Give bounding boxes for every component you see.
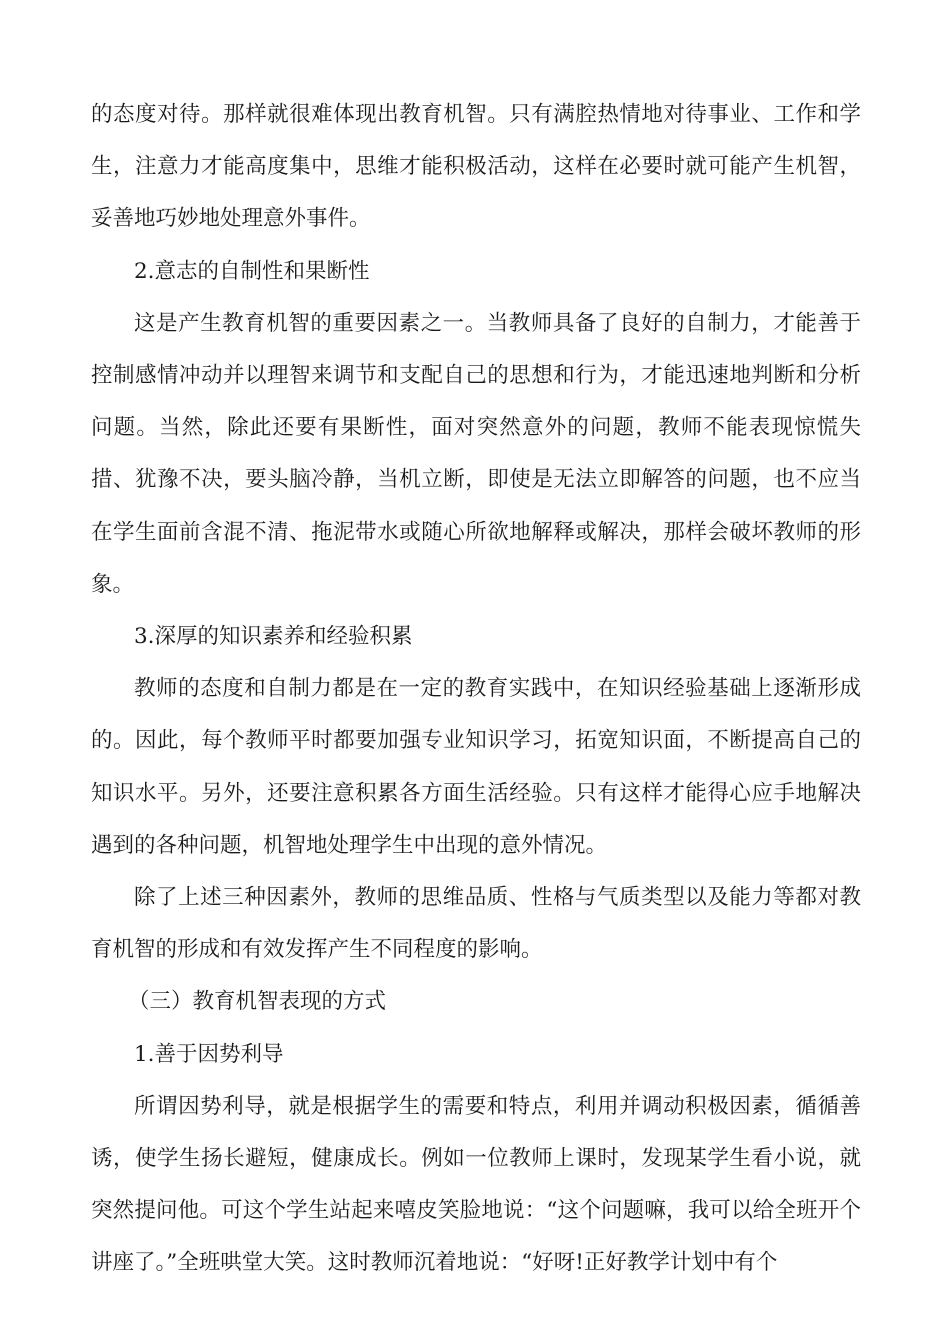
section-heading-knowledge: 3.深厚的知识素养和经验积累 [134, 624, 413, 650]
section-heading-methods: （三）教育机智表现的方式 [128, 989, 387, 1015]
section-heading-guidance: 1.善于因势利导 [134, 1041, 284, 1067]
paragraph-continuation: 的态度对待。那样就很难体现出教育机智。只有满腔热情地对待事业、工作和学生，注意力才能高度集中，思维才能积极活动，这样在必要时就可能产生机智，妥善地巧妙地处理意外事件。 [91, 102, 861, 232]
paragraph-self-control: 这是产生教育机智的重要因素之一。当教师具备了良好的自制力，才能善于控制感情冲动并以理智来调节和支配自己的思想和行为，才能迅速地判断和分析问题。当然，除此还要有果断性，面对突然意外的问题，教师不能表现惊慌失措、犹豫不决，要头脑冷静，当机立断，即使是无法立即解答的问题，也不应当在学生面前含混不清、拖泥带水或随心所欲地解释或解决，那样会破坏教师的形象。 [91, 310, 861, 597]
document-body [91, 89, 861, 1290]
paragraph-guidance-example: 所谓因势利导，就是根据学生的需要和特点，利用并调动积极因素，循循善诱，使学生扬长避短，健康成长。例如一位教师上课时，发现某学生看小说，就突然提问他。可这个学生站起来嘻皮笑脸地说：“这个问题嘛，我可以给全班开个讲座了。”全班哄堂大笑。这时教师沉着地说：“好呀!正好教学计划中有个 [91, 1093, 861, 1276]
section-heading-will: 2.意志的自制性和果断性 [134, 258, 370, 284]
paragraph-knowledge: 教师的态度和自制力都是在一定的教育实践中，在知识经验基础上逐渐形成的。因此，每个教师平时都要加强专业知识学习，拓宽知识面，不断提高自己的知识水平。另外，还要注意积累各方面生活经验。只有这样才能得心应手地解决遇到的各种问题，机智地处理学生中出现的意外情况。 [91, 676, 861, 858]
paragraph-other-factors: 除了上述三种因素外，教师的思维品质、性格与气质类型以及能力等都对教育机智的形成和有效发挥产生不同程度的影响。 [91, 885, 861, 963]
